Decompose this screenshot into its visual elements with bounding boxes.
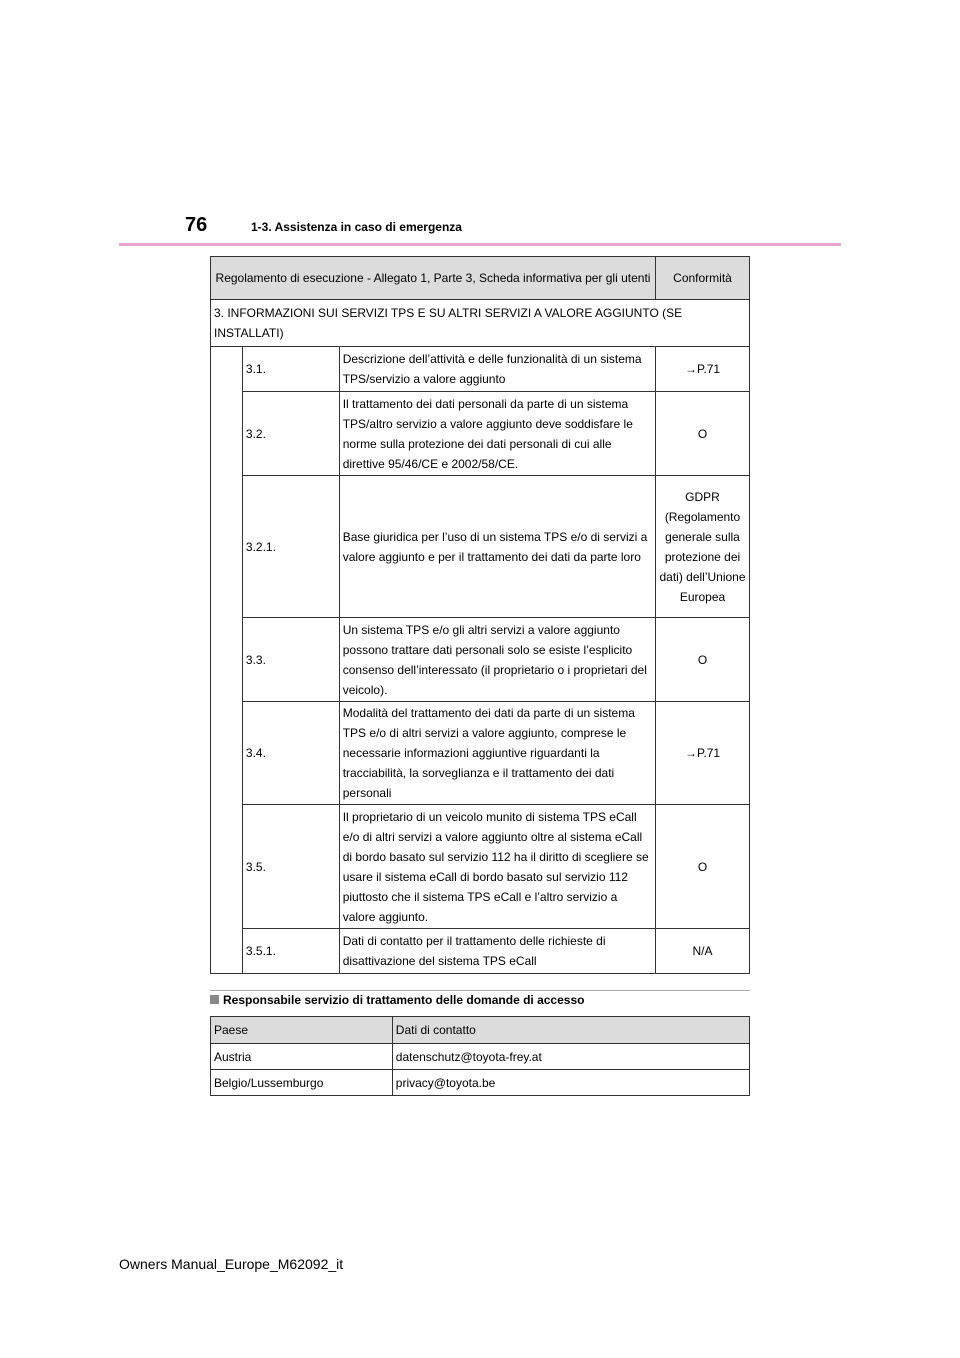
conformity-header: Conformità	[656, 257, 750, 300]
row-description: Base giuridica per l’uso di un sistema TPS e/o di servizi a valore aggiunto e per il trattamento dei dati da parte loro	[339, 476, 655, 618]
row-number: 3.2.1.	[242, 476, 339, 618]
contact-header: Dati di contatto	[392, 1017, 749, 1044]
indent-cell	[211, 347, 243, 974]
square-bullet-icon	[210, 995, 219, 1004]
contact-cell: datenschutz@toyota-frey.at	[392, 1044, 749, 1070]
row-description: Dati di contatto per il trattamento delle richieste di disattivazione del sistema TPS eCall	[339, 929, 655, 974]
row-number: 3.3.	[242, 618, 339, 702]
row-description: Modalità del trattamento dei dati da parte di un sistema TPS e/o di altri servizi a valore aggiunto, comprese le necessarie informazioni aggiuntive riguardanti la tracciabilità, la sorveglianza e il trattamento dei dati personali	[339, 702, 655, 805]
row-conformity: GDPR (Regolamento generale sulla protezione dei dati) dell’Unione Europea	[656, 476, 750, 618]
header-rule	[119, 243, 841, 246]
table-row	[211, 618, 750, 702]
country-cell: Belgio/Lussemburgo	[211, 1070, 393, 1096]
row-description: Un sistema TPS e/o gli altri servizi a valore aggiunto possono trattare dati personali solo se esiste l’esplicito consenso dell’interessato (il proprietario o i proprietari del veicolo).	[339, 618, 655, 702]
row-number: 3.2.	[242, 392, 339, 476]
access-heading	[210, 993, 584, 1007]
access-heading-text: Responsabile servizio di trattamento delle domande di accesso	[223, 993, 585, 1007]
row-number: 3.5.	[242, 805, 339, 929]
section-row	[211, 300, 750, 347]
table-row	[211, 392, 750, 476]
country-cell: Austria	[211, 1044, 393, 1070]
row-number: 3.5.1.	[242, 929, 339, 974]
row-conformity: O	[656, 392, 750, 476]
table-row	[211, 1044, 750, 1070]
regulation-header: Regolamento di esecuzione - Allegato 1, Parte 3, Scheda informativa per gli utenti	[211, 257, 656, 300]
row-conformity: →P.71	[656, 347, 750, 392]
table-row	[211, 476, 750, 618]
info-table-header	[211, 257, 750, 300]
table-row	[211, 1070, 750, 1096]
footer-text: Owners Manual_Europe_M62092_it	[119, 1256, 344, 1272]
table-row	[211, 929, 750, 974]
contact-table-header	[211, 1017, 750, 1044]
contact-table	[210, 1016, 750, 1096]
contact-cell: privacy@toyota.be	[392, 1070, 749, 1096]
row-conformity: →P.71	[656, 702, 750, 805]
row-description: Descrizione dell’attività e delle funzionalità di un sistema TPS/servizio a valore aggiunto	[339, 347, 655, 392]
table-row	[211, 702, 750, 805]
row-conformity: O	[656, 618, 750, 702]
section-title: 1-3. Assistenza in caso di emergenza	[251, 220, 462, 234]
row-number: 3.4.	[242, 702, 339, 805]
table-row	[211, 347, 750, 392]
row-conformity: N/A	[656, 929, 750, 974]
subsection-divider	[210, 990, 750, 991]
row-description: Il proprietario di un veicolo munito di sistema TPS eCall e/o di altri servizi a valore aggiunto oltre al sistema eCall di bordo basato sul servizio 112 ha il diritto di scegliere se usare il sistema eCall di bordo basato sul servizio 112 piuttosto che il sistema TPS eCall e l’altro servizio a valore aggiunto.	[339, 805, 655, 929]
info-table	[210, 256, 750, 974]
table-row	[211, 805, 750, 929]
page-number: 76	[185, 214, 208, 236]
row-conformity: O	[656, 805, 750, 929]
row-description: Il trattamento dei dati personali da parte di un sistema TPS/altro servizio a valore aggiunto deve soddisfare le norme sulla protezione dei dati personali di cui alle direttive 95/46/CE e 2002/58/CE.	[339, 392, 655, 476]
row-number: 3.1.	[242, 347, 339, 392]
section-title-cell: 3. INFORMAZIONI SUI SERVIZI TPS E SU ALTRI SERVIZI A VALORE AGGIUNTO (SE INSTALLATI)	[211, 300, 750, 347]
country-header: Paese	[211, 1017, 393, 1044]
